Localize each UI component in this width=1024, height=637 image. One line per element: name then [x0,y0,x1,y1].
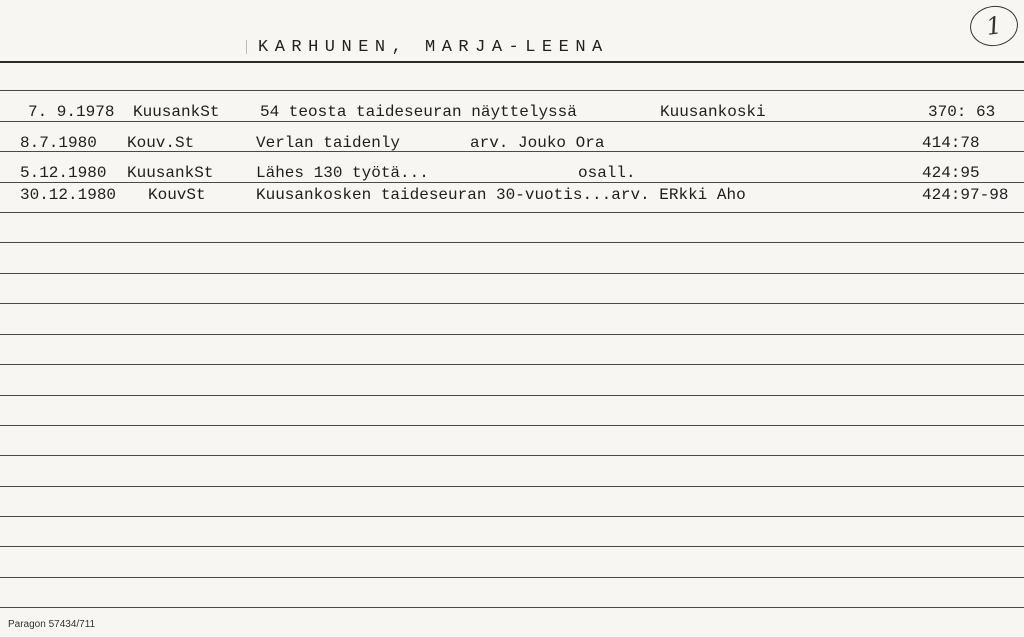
entry-date: 30.12.1980 [20,186,117,204]
entry-source: KuusankSt [127,164,214,182]
ruled-line [0,364,1024,365]
entry-date: 8.7.1980 [20,134,97,152]
ruled-line [0,242,1024,243]
entry-note: osall. [578,164,636,182]
ruled-line [0,121,1024,122]
ruled-line [0,90,1024,91]
entry-ref: 424:97-98 [922,186,1009,204]
entry-ref: 370: 63 [928,103,996,121]
ruled-line [0,486,1024,487]
header-rule [0,61,1024,63]
ruled-line [0,334,1024,335]
margin-mark [246,40,247,54]
entry-ref: 424:95 [922,164,980,182]
ruled-line [0,577,1024,578]
ruled-line [0,303,1024,304]
entry-source: KouvSt [148,186,206,204]
entry-source: KuusankSt [133,103,220,121]
entry-description: Verlan taidenly [256,134,401,152]
entry-description: Kuusankosken taideseuran 30-vuotis...arv. ERkki Aho [256,186,746,204]
entry-source: Kouv.St [127,134,195,152]
entry-date: 7. 9.1978 [28,103,115,121]
entry-description: 54 teosta taideseuran näyttelyssä [260,103,577,121]
ruled-line [0,212,1024,213]
ruled-line [0,607,1024,608]
printer-imprint: Paragon 57434/711 [8,619,96,630]
entry-description: Lähes 130 työtä... [256,164,429,182]
card-title: KARHUNEN, MARJA-LEENA [258,38,609,57]
entry-date: 5.12.1980 [20,164,107,182]
entry-place: Kuusankoski [660,103,766,121]
ruled-line [0,425,1024,426]
ruled-line [0,273,1024,274]
ruled-line [0,395,1024,396]
ruled-line [0,455,1024,456]
card-number-circled [967,3,1020,49]
entry-note: arv. Jouko Ora [470,134,605,152]
ruled-line [0,182,1024,183]
ruled-line [0,546,1024,547]
card-number: 1 [984,11,1004,41]
entry-ref: 414:78 [922,134,980,152]
ruled-line [0,516,1024,517]
